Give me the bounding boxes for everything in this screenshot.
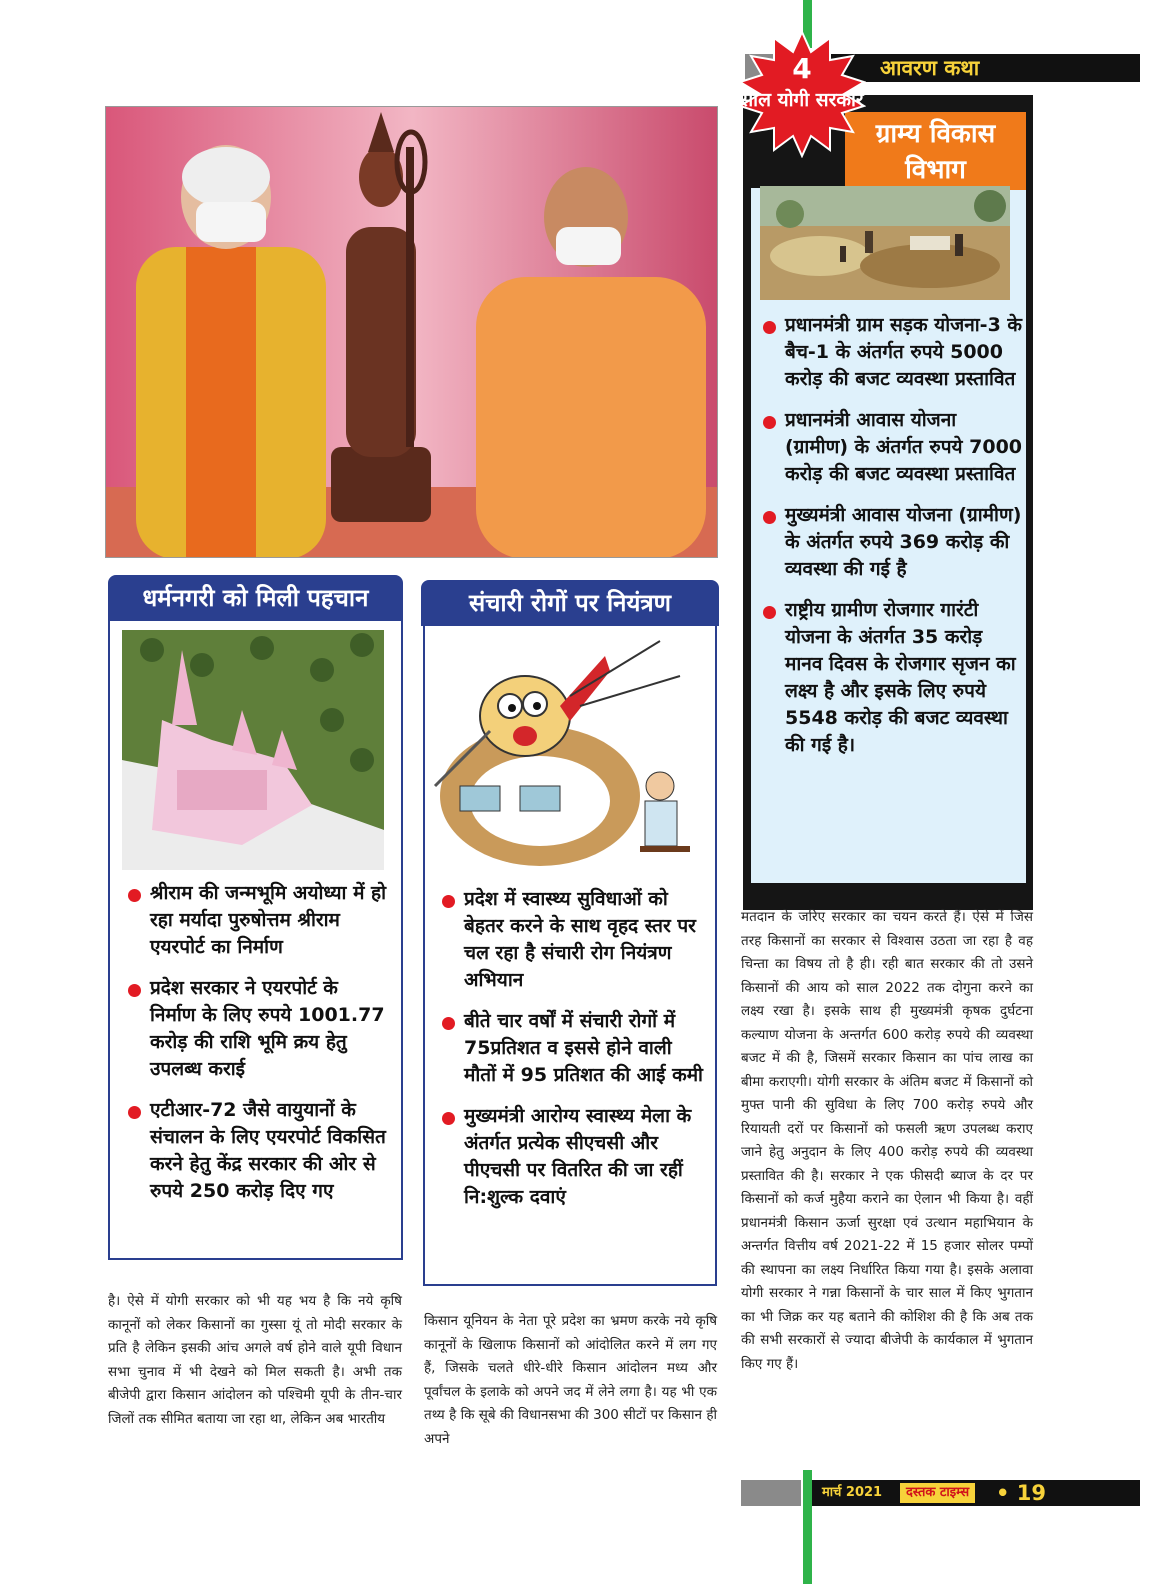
footer-grey-block xyxy=(741,1480,801,1506)
main-photo xyxy=(105,106,718,558)
list-item: श्रीराम की जन्मभूमि अयोध्या में हो रहा मर्यादा पुरुषोत्तम श्रीराम एयरपोर्ट का निर्माण xyxy=(128,880,388,961)
list-item: मुख्यमंत्री आरोग्य स्वास्थ्य मेला के अंतर्गत प्रत्येक सीएचसी और पीएचसी पर वितरित की जा रहीं नि:शुल्क दवाएं xyxy=(442,1103,704,1211)
bullet-dot-icon xyxy=(442,895,455,908)
airport-bullets xyxy=(128,880,388,1219)
green-divider-bottom xyxy=(803,1470,812,1584)
bullet-dot-icon xyxy=(128,889,141,902)
footer-date: मार्च 2021 xyxy=(822,1485,883,1500)
disease-bullets xyxy=(442,886,704,1225)
bullet-dot-icon xyxy=(128,984,141,997)
body-column-2: किसान यूनियन के नेता पूरे प्रदेश का भ्रमण करके नये कृषि कानूनों के खिलाफ किसानों को आंदोलित करने में लग गए हैं, जिसके चलते धीरे-धीरे किसान आंदोलन मध्य और पूर्वांचल के इलाके को अपने जद में लेने लगा है। यह भी एक तथ्य है कि सूबे की विधानसभा की 300 सीटों पर किसान ही अपने xyxy=(424,1313,717,1447)
section-title-disease: संचारी रोगों पर नियंत्रण xyxy=(421,580,719,626)
badge-number: 4 xyxy=(792,52,812,85)
list-item: प्रदेश में स्वास्थ्य सुविधाओं को बेहतर करने के साथ वृहद स्तर पर चल रहा है संचारी रोग नियंत्रण अभियान xyxy=(442,886,704,994)
body-column-1: है। ऐसे में योगी सरकार को भी यह भय है कि नये कृषि कानूनों को लेकर किसानों का गुस्सा यूं तो मोदी सरकार के प्रति है लेकिन इसकी आंच अगले वर्ष होने वाले यूपी विधान सभा चुनाव में भी देखने को मिल सकती है। अभी तक बीजेपी द्वारा किसान आंदोलन को पश्चिमी यूपी के तीन-चार जिलों तक सीमित बताया जा रहा था, लेकिन अब भारतीय xyxy=(108,1293,402,1427)
right-box-bullets xyxy=(763,312,1025,773)
section-title-airport: धर्मनगरी को मिली पहचान xyxy=(108,575,403,621)
bullet-dot-icon xyxy=(763,416,776,429)
mosquito-illustration xyxy=(430,636,702,872)
bullet-dot-icon xyxy=(763,511,776,524)
list-item: एटीआर-72 जैसे वायुयानों के संचालन के लिए एयरपोर्ट विकसित करने हेतु केंद्र सरकार की ओर से रुपये 250 करोड़ दिए गए xyxy=(128,1097,388,1205)
bullet-dot-icon xyxy=(128,1106,141,1119)
list-item: बीते चार वर्षों में संचारी रोगों में 75प्रतिशत व इससे होने वाली मौतों में 95 प्रतिशत की आई कमी xyxy=(442,1008,704,1089)
right-box-title: ग्राम्य विकास विभाग xyxy=(845,112,1026,190)
bullet-dot-icon xyxy=(442,1112,455,1125)
list-item: राष्ट्रीय ग्रामीण रोजगार गारंटी योजना के अंतर्गत 35 करोड़ मानव दिवस के रोजगार सृजन का लक्ष्य है और इसके लिए रुपये 5548 करोड़ की बजट व्यवस्था की गई है। xyxy=(763,597,1025,759)
temple-illustration xyxy=(122,630,384,870)
page-number: • 19 xyxy=(996,1481,1046,1505)
bullet-dot-icon xyxy=(763,321,776,334)
list-item: प्रदेश सरकार ने एयरपोर्ट के निर्माण के लिए रुपये 1001.77 करोड़ की राशि भूमि क्रय हेतु उपलब्ध कराई xyxy=(128,975,388,1083)
bullet-dot-icon xyxy=(763,606,776,619)
magazine-name: दस्तक टाइम्स xyxy=(900,1483,975,1503)
list-item: मुख्यमंत्री आवास योजना (ग्रामीण) के अंतर्गत रुपये 369 करोड़ की व्यवस्था की गई है xyxy=(763,502,1025,583)
section-label: आवरण कथा xyxy=(880,56,980,80)
village-photo xyxy=(760,186,1010,300)
bullet-dot-icon xyxy=(442,1017,455,1030)
badge-text: साल योगी सरकार xyxy=(740,89,864,111)
list-item: प्रधानमंत्री ग्राम सड़क योजना-3 के बैच-1 के अंतर्गत रुपये 5000 करोड़ की बजट व्यवस्था प्रस्तावित xyxy=(763,312,1025,393)
body-column-3: मतदान के जरिए सरकार का चयन करते हैं। ऐसे में जिस तरह किसानों का सरकार से विश्वास उठता जा रहा है वह चिन्ता का विषय तो है ही। रही बात सरकार की तो उसने किसानों की आय को साल 2022 तक दोगुना करने का लक्ष्य रखा है। इसके साथ ही मुख्यमंत्री कृषक दुर्घटना कल्याण योजना के अन्तर्गत 600 करोड़ रुपये की व्यवस्था बजट में की है, जिसमें सरकार किसान का पांच लाख का बीमा कराएगी। योगी सरकार के अंतिम बजट में किसानों को मुफ्त पानी की सुविधा के लिए 700 करोड़ रुपये और रियायती दरों पर किसानों को फसली ऋण उपलब्ध कराए जाने हेतु अनुदान के लिए 400 करोड़ रुपये की व्यवस्था प्रस्तावित की है। सरकार ने एक फीसदी ब्याज के दर पर किसानों को कर्ज मुहैया कराने का ऐलान भी किया है। वहीं प्रधानमंत्री किसान ऊर्जा सुरक्षा एवं उत्थान महाभियान के अन्तर्गत वित्तीय वर्ष 2021-22 में 15 हजार सोलर पम्पों की स्थापना का लक्ष्य निर्धारित किया गया है। इसके अलावा योगी सरकार ने गन्ना किसानों के चार साल में किए भुगतान का भी जिक्र कर यह बताने की कोशिश की है कि अब तक की सभी सरकारों से ज्यादा बीजेपी के कार्यकाल में भुगतान किए गए हैं। xyxy=(741,909,1033,1372)
list-item: प्रधानमंत्री आवास योजना (ग्रामीण) के अंतर्गत रुपये 7000 करोड़ की बजट व्यवस्था प्रस्तावित xyxy=(763,407,1025,488)
